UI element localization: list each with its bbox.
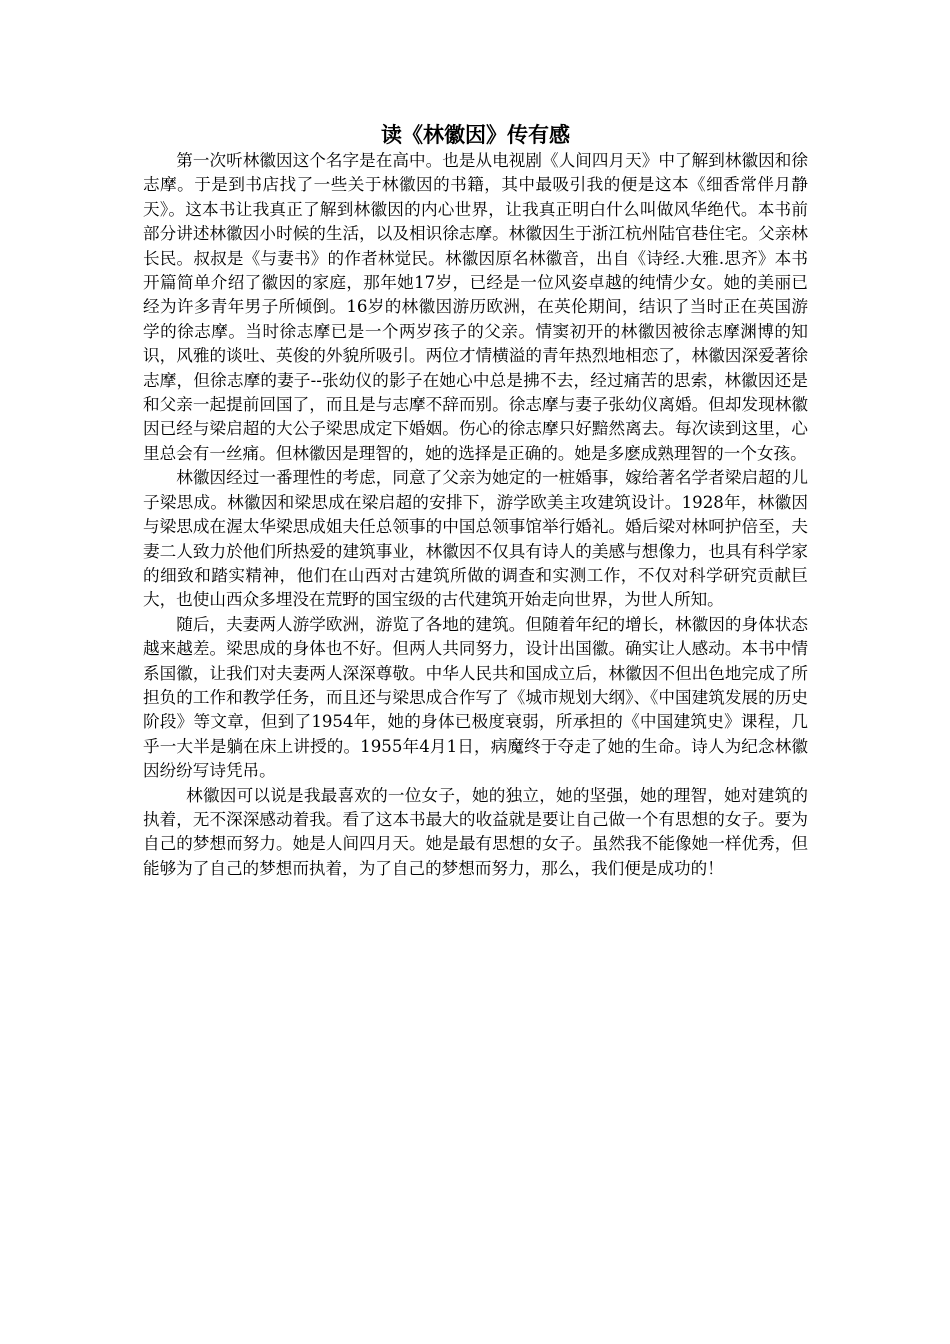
paragraph-1: 第一次听林徽因这个名字是在高中。也是从电视剧《人间四月天》中了解到林徽因和徐志摩。于是到书店找了一些关于林徽因的书籍，其中最吸引我的便是这本《细香常伴月静天》。这本书让我真正了解到林徽因的内心世界，让我真正明白什么叫做风华绝代。本书前部分讲述林徽因小时候的生活，以及相识徐志摩。林徽因生于浙江杭州陆官巷住宅。父亲林长民。叔叔是《与妻书》的作者林觉民。林徽因原名林徽音，出自《诗经.大雅.思齐》本书开篇简单介绍了徽因的家庭，那年她17岁，已经是一位风姿卓越的纯情少女。她的美丽已经为许多青年男子所倾倒。16岁的林徽因游历欧洲，在英伦期间，结识了当时正在英国游学的徐志摩。当时徐志摩已是一个两岁孩子的父亲。情窦初开的林徽因被徐志摩渊博的知识，风雅的谈吐、英俊的外貌所吸引。两位才情横溢的青年热烈地相恋了，林徽因深爱著徐志摩，但徐志摩的妻子--张幼仪的影子在她心中总是拂不去，经过痛苦的思索，林徽因还是和父亲一起提前回国了，而且是与志摩不辞而别。徐志摩与妻子张幼仪离婚。但却发现林徽因已经与梁启超的大公子梁思成定下婚姻。伤心的徐志摩只好黯然离去。每次读到这里，心里总会有一丝痛。但林徽因是理智的，她的选择是正确的。她是多麽成熟理智的一个女孩。 [143,151,808,463]
document-title: 读《林徽因》传有感 [381,122,570,147]
document-body [143,121,808,881]
paragraph-3: 随后，夫妻两人游学欧洲，游览了各地的建筑。但随着年纪的增长，林徽因的身体状态越来越差。梁思成的身体也不好。但两人共同努力，设计出国徽。确实让人感动。本书中情系国徽，让我们对夫妻两人深深尊敬。中华人民共和国成立后，林徽因不但出色地完成了所担负的工作和教学任务，而且还与梁思成合作写了《城市规划大纲》、《中国建筑发展的历史阶段》等文章，但到了1954年，她的身体已极度衰弱，所承担的《中国建筑史》课程，几乎一大半是躺在床上讲授的。1955年4月1日，病魔终于夺走了她的生命。诗人为纪念林徽因纷纷写诗凭吊。 [143,614,808,781]
paragraph-4: 林徽因可以说是我最喜欢的一位女子，她的独立，她的坚强，她的理智，她对建筑的执着，无不深深感动着我。看了这本书最大的收益就是要让自己做一个有思想的女子。要为自己的梦想而努力。她是人间四月天。她是最有思想的女子。虽然我不能像她一样优秀，但能够为了自己的梦想而执着，为了自己的梦想而努力，那么，我们便是成功的！ [143,785,808,878]
paragraph-2: 林徽因经过一番理性的考虑，同意了父亲为她定的一桩婚事，嫁给著名学者梁启超的儿子梁思成。林徽因和梁思成在梁启超的安排下，游学欧美主攻建筑设计。1928年，林徽因与梁思成在渥太华梁思成姐夫任总领事的中国总领事馆举行婚礼。婚后梁对林呵护倍至，夫妻二人致力於他们所热爱的建筑事业，林徽因不仅具有诗人的美感与想像力，也具有科学家的细致和踏实精神，他们在山西对古建筑所做的调查和实测工作，不仅对科学研究贡献巨大，也使山西众多埋没在荒野的国宝级的古代建筑开始走向世界，为世人所知。 [143,468,808,610]
